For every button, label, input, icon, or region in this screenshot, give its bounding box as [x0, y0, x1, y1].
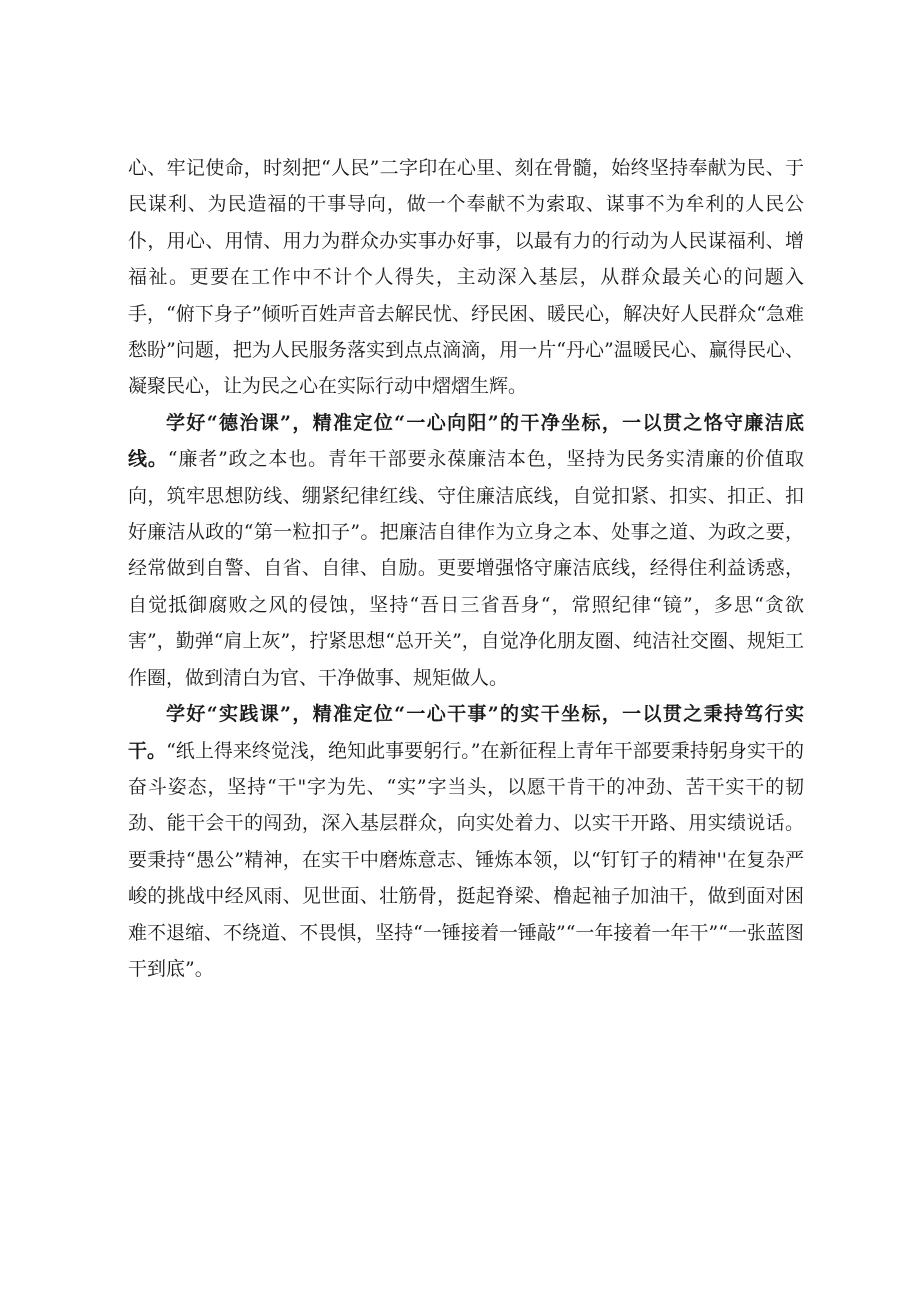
paragraph-body: 心、牢记使命，时刻把“人民”二字印在心里、刻在骨髓，始终坚持奉献为民、于民谋利、为民造福的干事导向，做一个奉献不为索取、谋事不为牟利的人民公仆，用心、用情、用力为群众办实事办好事，以最有力的行动为人民谋福利、增福祉。更要在工作中不计个人得失，主动深入基层，从群众最关心的问题入手，“俯下身子”倾听百姓声音去解民忧、纾民困、暖民心，解决好人民群众“急难愁盼”问题，把为人民服务落实到点点滴滴，用一片“丹心”温暖民心、赢得民心、凝聚民心，让为民之心在实际行动中熠熠生辉。 — [128, 157, 804, 398]
paragraph-integrity — [128, 405, 804, 696]
paragraph-practice — [128, 696, 804, 987]
document-page — [128, 150, 804, 987]
paragraph-body: “廉者”政之本也。青年干部要永葆廉洁本色，坚持为民务实清廉的价值取向，筑牢思想防线、绷紧纪律红线、守住廉洁底线，自觉扣紧、扣实、扣正、扣好廉洁从政的“第一粒扣子”。把廉洁自律作为立身之本、处事之道、为政之要，经常做到自警、自省、自律、自励。更要增强恪守廉洁底线，经得住利益诱惑，自觉抵御腐败之风的侵蚀，坚持“吾日三省吾身“，常照纪律“镜”，多思“贪欲害”，勤弹“肩上灰”，拧紧思想“总开关”，自觉净化朋友圈、纯洁社交圈、规矩工作圈，做到清白为官、干净做事、规矩做人。 — [128, 448, 804, 689]
paragraph-heading: 学好“实践课”，精准定位“一心干事”的实干坐标，一以贯之秉持笃行实干。 — [128, 703, 804, 762]
paragraph-heading: 学好“德治课”，精准定位“一心向阳”的干净坐标，一以贯之恪守廉洁底线。 — [128, 411, 804, 471]
paragraph-body: “纸上得来终觉浅，绝知此事要躬行。”在新征程上青年干部要秉持躬身实干的奋斗姿态，坚持“干"字为先、“实”字当头，以愿干肯干的冲劲、苦干实干的韧劲、能干会干的闯劲，深入基层群众，向实处着力、以实干开路、用实绩说话。要秉持“愚公”精神，在实干中磨炼意志、锤炼本领，以“钉钉子的精神''在复杂严峻的挑战中经风雨、见世面、壮筋骨，挺起脊梁、橹起袖子加油干，做到面对困难不退缩、不绕道、不畏惧，坚持“一锤接着一锤敲”“一年接着一年干”“一张蓝图干到底”。 — [128, 739, 804, 980]
paragraph-continuation — [128, 150, 804, 405]
